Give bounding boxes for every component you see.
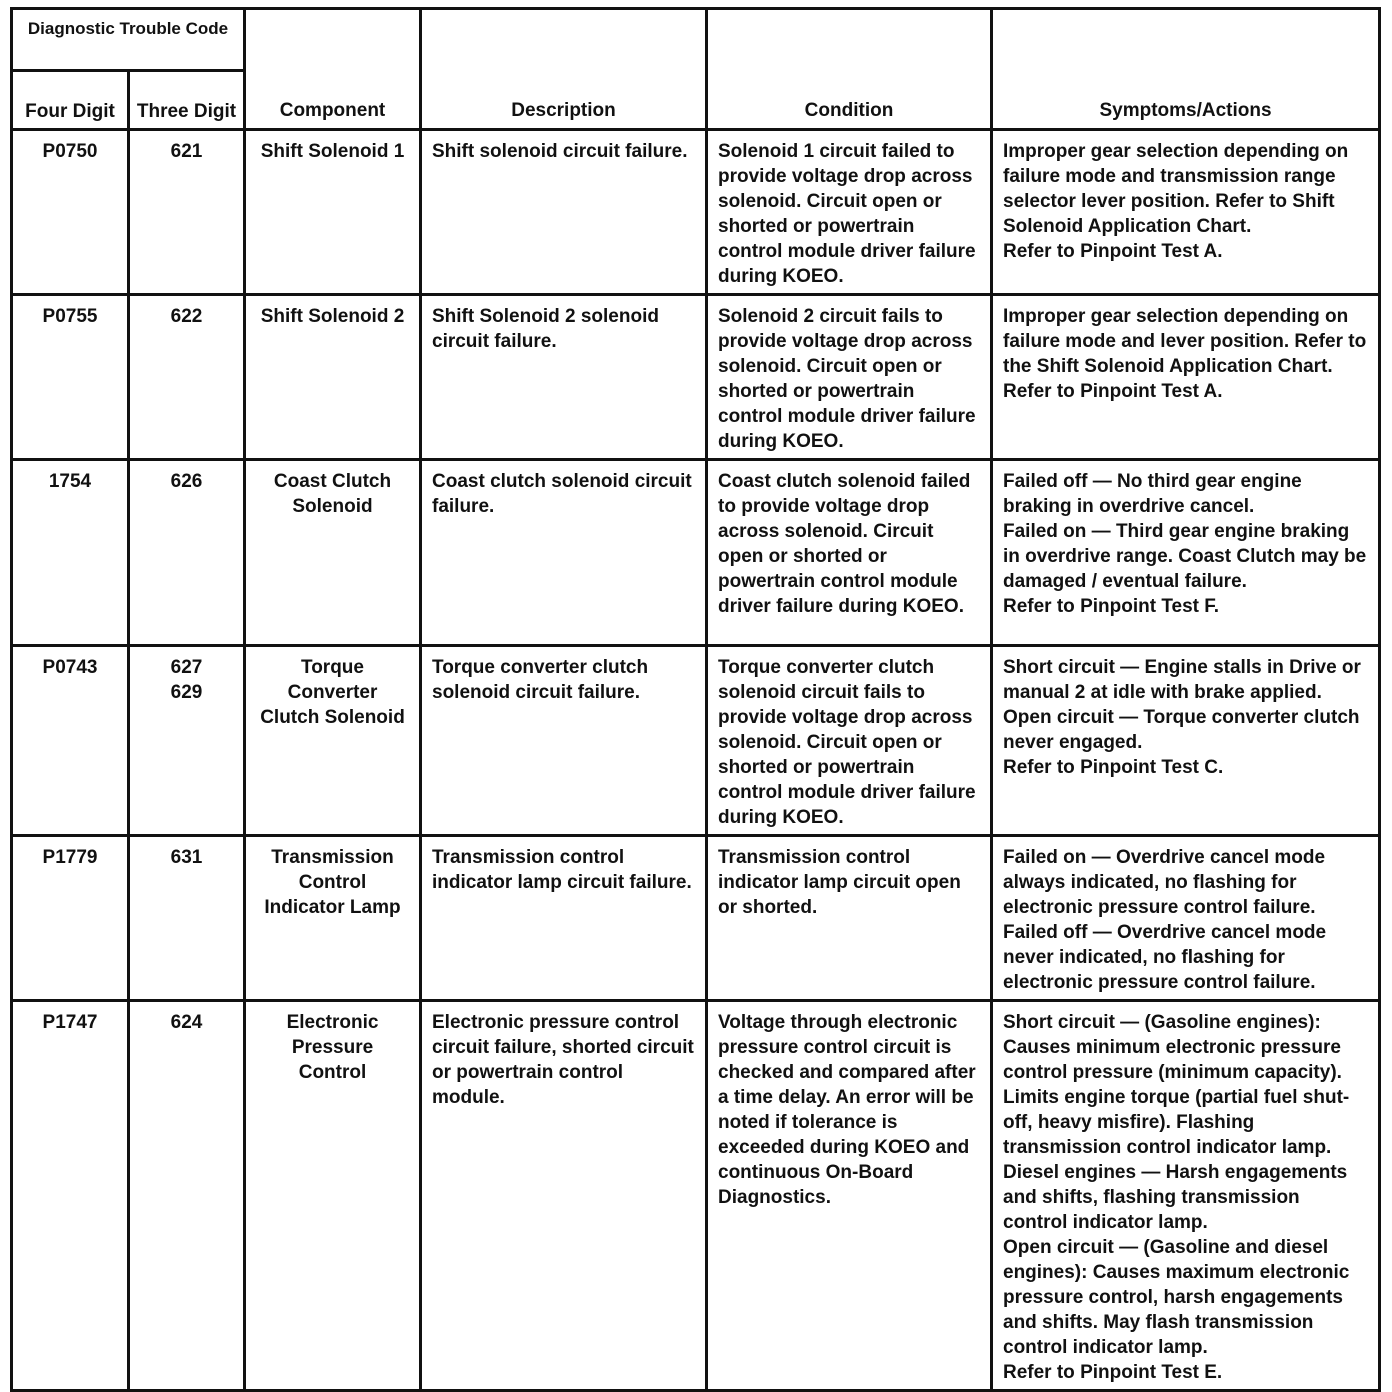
- three-digit-code-cell: [129, 460, 245, 646]
- three-digit-code: 621: [170, 141, 203, 162]
- symptom-text: Improper gear selection depending on failure mode and transmission range selector lever position. Refer to Shift Solenoid Application Chart.: [1003, 141, 1349, 237]
- description-cell: [421, 460, 707, 646]
- three-digit-code-cell: [129, 130, 245, 295]
- symptom-text: Short circuit — (Gasoline engines): Causes minimum electronic pressure control pressure (minimum capacity). Limits engine torque (partial fuel shut-off, heavy misfire). Flashing transmission control indicator lamp.: [1003, 1012, 1350, 1158]
- four-digit-code: 1754: [48, 471, 92, 492]
- condition-text: Transmission control indicator lamp circuit open or shorted.: [718, 847, 961, 918]
- description-header: Description: [421, 9, 707, 130]
- four-digit-header: Four Digit: [12, 71, 129, 130]
- table-row: [12, 1001, 1380, 1391]
- component-name: Electronic Pressure Control: [286, 1012, 379, 1083]
- symptom-text: Diesel engines — Harsh engagements and shifts, flashing transmission control indicator lamp.: [1003, 1162, 1348, 1233]
- symptom-text: Short circuit — Engine stalls in Drive or manual 2 at idle with brake applied.: [1003, 657, 1361, 703]
- symptoms-header: Symptoms/Actions: [992, 9, 1380, 130]
- three-digit-code: 622: [170, 306, 203, 327]
- description-cell: [421, 295, 707, 460]
- description-cell: [421, 646, 707, 836]
- component-cell: [245, 460, 421, 646]
- table-header: [12, 9, 1380, 130]
- condition-text: Voltage through electronic pressure control circuit is checked and compared after a time delay. An error will be noted if tolerance is exceeded during KOEO and continuous On-Board Diagnostics.: [718, 1012, 976, 1208]
- component-name: Transmission Control Indicator Lamp: [264, 847, 401, 918]
- three-digit-code-cell: [129, 836, 245, 1001]
- condition-text: Coast clutch solenoid failed to provide voltage drop across solenoid. Circuit open or shorted or powertrain control module driver failure during KOEO.: [718, 471, 971, 617]
- four-digit-code: P1747: [42, 1012, 98, 1033]
- symptom-text: Failed on — Third gear engine braking in overdrive range. Coast Clutch may be damaged / eventual failure.: [1003, 521, 1367, 592]
- three-digit-code: 626: [170, 471, 203, 492]
- symptom-text: Failed off — No third gear engine braking in overdrive cancel.: [1003, 471, 1302, 517]
- description-text: Torque converter clutch solenoid circuit failure.: [432, 657, 649, 703]
- four-digit-code-cell: [12, 130, 129, 295]
- description-text: Electronic pressure control circuit failure, shorted circuit or powertrain control module.: [432, 1012, 694, 1108]
- table-row: [12, 836, 1380, 1001]
- symptom-text: Improper gear selection depending on failure mode and lever position. Refer to the Shift Solenoid Application Chart.: [1003, 306, 1367, 377]
- four-digit-code: P0743: [42, 657, 98, 678]
- table-row: [12, 460, 1380, 646]
- condition-cell: [707, 460, 992, 646]
- symptom-text: Failed on — Overdrive cancel mode always indicated, no flashing for electronic pressure control failure.: [1003, 847, 1326, 918]
- condition-cell: [707, 1001, 992, 1391]
- component-cell: [245, 130, 421, 295]
- component-cell: [245, 836, 421, 1001]
- pinpoint-test-reference: Refer to Pinpoint Test A.: [1003, 381, 1223, 402]
- three-digit-code-cell: [129, 1001, 245, 1391]
- condition-text: Solenoid 1 circuit failed to provide voltage drop across solenoid. Circuit open or shorted or powertrain control module driver failure during KOEO.: [718, 141, 976, 287]
- pinpoint-test-reference: Refer to Pinpoint Test F.: [1003, 596, 1220, 617]
- component-cell: [245, 646, 421, 836]
- component-name: Shift Solenoid 2: [260, 306, 405, 327]
- symptoms-cell: [992, 130, 1380, 295]
- condition-text: Solenoid 2 circuit fails to provide voltage drop across solenoid. Circuit open or shorted or powertrain control module driver failure during KOEO.: [718, 306, 976, 452]
- three-digit-code: 629: [170, 682, 203, 703]
- four-digit-code-cell: [12, 295, 129, 460]
- symptoms-cell: [992, 295, 1380, 460]
- component-header: Component: [245, 9, 421, 130]
- component-name: Shift Solenoid 1: [260, 141, 405, 162]
- three-digit-code-cell: [129, 295, 245, 460]
- condition-header: Condition: [707, 9, 992, 130]
- symptoms-cell: [992, 460, 1380, 646]
- component-name: Torque Converter Clutch Solenoid: [260, 657, 405, 728]
- condition-cell: [707, 130, 992, 295]
- symptoms-cell: [992, 1001, 1380, 1391]
- four-digit-code-cell: [12, 836, 129, 1001]
- dtc-group-header: Diagnostic Trouble Code: [12, 9, 245, 71]
- description-cell: [421, 836, 707, 1001]
- three-digit-code: 624: [170, 1012, 203, 1033]
- table-body: [12, 130, 1380, 1391]
- condition-cell: [707, 295, 992, 460]
- three-digit-header: Three Digit: [129, 71, 245, 130]
- condition-text: Torque converter clutch solenoid circuit fails to provide voltage drop across solenoid. Circuit open or shorted or powertrain control module driver failure during KOEO.: [718, 657, 976, 828]
- description-text: Shift Solenoid 2 solenoid circuit failure.: [432, 306, 659, 352]
- component-cell: [245, 1001, 421, 1391]
- description-text: Transmission control indicator lamp circuit failure.: [432, 847, 692, 893]
- pinpoint-test-reference: Refer to Pinpoint Test A.: [1003, 241, 1223, 262]
- pinpoint-test-reference: Refer to Pinpoint Test E.: [1003, 1362, 1223, 1383]
- three-digit-code-cell: [129, 646, 245, 836]
- component-name: Coast Clutch Solenoid: [273, 471, 392, 517]
- three-digit-code: 627: [170, 657, 203, 678]
- four-digit-code-cell: [12, 460, 129, 646]
- four-digit-code-cell: [12, 1001, 129, 1391]
- symptoms-cell: [992, 836, 1380, 1001]
- four-digit-code: P0750: [42, 141, 98, 162]
- symptoms-cell: [992, 646, 1380, 836]
- component-cell: [245, 295, 421, 460]
- four-digit-code: P0755: [42, 306, 98, 327]
- symptom-text: Open circuit — (Gasoline and diesel engines): Causes maximum electronic pressure control, harsh engagements and shifts. May flash transmission control indicator lamp.: [1003, 1237, 1350, 1358]
- table-row: [12, 130, 1380, 295]
- symptom-text: Failed off — Overdrive cancel mode never indicated, no flashing for electronic pressure control failure.: [1003, 922, 1327, 993]
- four-digit-code: P1779: [42, 847, 98, 868]
- table-row: [12, 646, 1380, 836]
- description-text: Shift solenoid circuit failure.: [432, 141, 688, 162]
- description-text: Coast clutch solenoid circuit failure.: [432, 471, 692, 517]
- dtc-table: [10, 7, 1381, 1392]
- condition-cell: [707, 646, 992, 836]
- description-cell: [421, 1001, 707, 1391]
- three-digit-code: 631: [170, 847, 203, 868]
- symptom-text: Open circuit — Torque converter clutch never engaged.: [1003, 707, 1360, 753]
- condition-cell: [707, 836, 992, 1001]
- pinpoint-test-reference: Refer to Pinpoint Test C.: [1003, 757, 1224, 778]
- four-digit-code-cell: [12, 646, 129, 836]
- description-cell: [421, 130, 707, 295]
- table-row: [12, 295, 1380, 460]
